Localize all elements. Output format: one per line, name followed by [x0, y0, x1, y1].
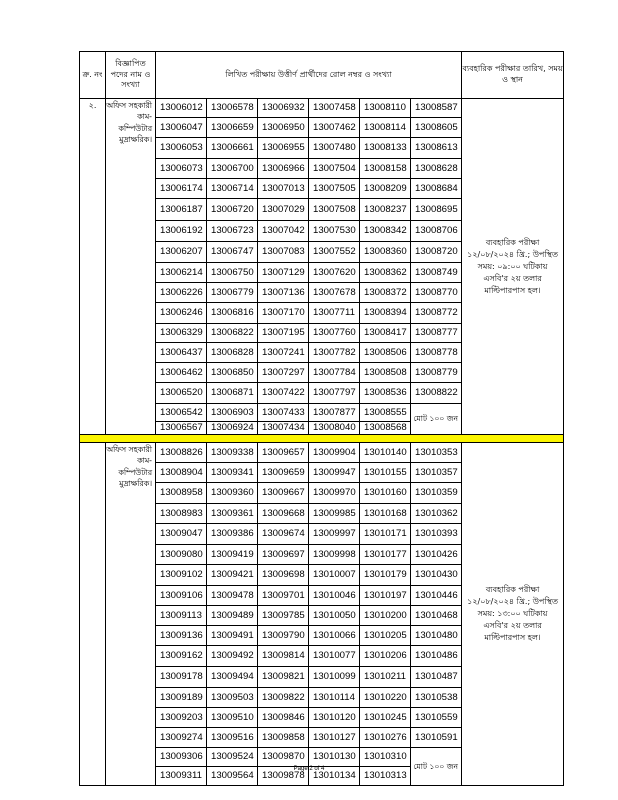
roll-number-cell: 13008360 [360, 242, 411, 263]
roll-number-cell: 13008628 [411, 159, 462, 179]
roll-number-cell: 13008362 [360, 263, 411, 283]
roll-number-cell: 13010245 [360, 708, 411, 728]
roll-number-cell: 13006750 [207, 263, 258, 283]
roll-number-cell: 13007170 [258, 303, 309, 324]
roll-number-cell: 13010177 [360, 545, 411, 565]
roll-number-cell: 13008605 [411, 118, 462, 138]
roll-number-cell: 13008536 [360, 383, 411, 404]
roll-number-cell: 13006903 [207, 404, 258, 422]
roll-number-cell: 13006578 [207, 99, 258, 118]
roll-number-cell: 13008110 [360, 99, 411, 118]
roll-number-cell: 13009985 [309, 504, 360, 524]
roll-number-cell: 13008695 [411, 199, 462, 221]
roll-number-cell: 13008904 [156, 463, 207, 483]
roll-number-cell: 13010134 [309, 767, 360, 786]
roll-number-cell: 13007434 [258, 422, 309, 435]
roll-number-cell: 13009489 [207, 606, 258, 626]
roll-number-cell: 13006047 [156, 118, 207, 138]
roll-number-cell: 13010353 [411, 443, 462, 463]
roll-number-cell: 13009361 [207, 504, 258, 524]
table-row [80, 99, 564, 118]
roll-number-cell: 13007877 [309, 404, 360, 422]
roll-number-cell: 13010066 [309, 626, 360, 646]
roll-number-cell: 13009494 [207, 667, 258, 688]
roll-number-cell: 13009162 [156, 646, 207, 667]
roll-number-cell: 13010046 [309, 586, 360, 606]
roll-number-cell: 13006822 [207, 324, 258, 343]
results-table [79, 51, 564, 786]
roll-number-cell: 13010179 [360, 565, 411, 586]
roll-number-cell: 13009814 [258, 646, 309, 667]
roll-number-cell: 13007029 [258, 199, 309, 221]
roll-number-cell: 13010007 [309, 565, 360, 586]
roll-number-cell: 13006723 [207, 221, 258, 242]
roll-number-cell: 13009510 [207, 708, 258, 728]
roll-number-cell: 13009274 [156, 728, 207, 748]
roll-number-cell: 13008777 [411, 324, 462, 343]
roll-number-cell: 13008684 [411, 179, 462, 199]
roll-number-cell: 13010559 [411, 708, 462, 728]
header-post: বিজ্ঞাপিত পদের নাম ও সংখ্যা [106, 52, 156, 99]
roll-number-cell: 13010120 [309, 708, 360, 728]
roll-number-cell: 13007013 [258, 179, 309, 199]
roll-number-cell: 13006226 [156, 283, 207, 303]
section-separator [80, 435, 564, 443]
roll-number-cell: 13009360 [207, 483, 258, 504]
roll-number-cell: 13010077 [309, 646, 360, 667]
page-footer: Page 2 of 4 [293, 766, 325, 772]
roll-number-cell: 13009846 [258, 708, 309, 728]
roll-number-cell: 13007136 [258, 283, 309, 303]
roll-number-cell: 13009701 [258, 586, 309, 606]
roll-number-cell: 13009668 [258, 504, 309, 524]
roll-number-cell: 13010171 [360, 524, 411, 545]
roll-number-cell: 13006174 [156, 179, 207, 199]
roll-number-cell: 13009311 [156, 767, 207, 786]
roll-number-cell: 13009657 [258, 443, 309, 463]
roll-number-cell: 13010200 [360, 606, 411, 626]
roll-number-cell: 13009419 [207, 545, 258, 565]
roll-number-cell: 13008587 [411, 99, 462, 118]
roll-number-cell: 13008749 [411, 263, 462, 283]
roll-number-cell: 13006187 [156, 199, 207, 221]
roll-number-cell: 13009386 [207, 524, 258, 545]
roll-number-cell: 13010205 [360, 626, 411, 646]
roll-number-cell: 13006661 [207, 138, 258, 159]
roll-number-cell: 13007083 [258, 242, 309, 263]
roll-number-cell: 13009858 [258, 728, 309, 748]
roll-number-cell: 13006329 [156, 324, 207, 343]
roll-number-cell: 13007195 [258, 324, 309, 343]
roll-number-cell: 13009516 [207, 728, 258, 748]
roll-number-cell: 13008958 [156, 483, 207, 504]
roll-number-cell: 13009421 [207, 565, 258, 586]
roll-number-cell: 13006012 [156, 99, 207, 118]
header-rolls: লিখিত পরীক্ষায় উত্তীর্ণ প্রার্থীদের রোল নম্বর ও সংখ্যা [156, 52, 462, 99]
roll-number-cell: 13006779 [207, 283, 258, 303]
roll-number-cell: 13010211 [360, 667, 411, 688]
roll-number-cell: 13008779 [411, 363, 462, 383]
roll-number-cell: 13010430 [411, 565, 462, 586]
roll-number-cell: 13010168 [360, 504, 411, 524]
roll-number-cell: 13007678 [309, 283, 360, 303]
roll-number-cell: 13008417 [360, 324, 411, 343]
roll-number-cell: 13007760 [309, 324, 360, 343]
roll-number-cell: 13009203 [156, 708, 207, 728]
roll-number-cell: 13006850 [207, 363, 258, 383]
roll-number-cell: 13007505 [309, 179, 360, 199]
roll-number-cell: 13006955 [258, 138, 309, 159]
roll-number-cell: 13010114 [309, 688, 360, 708]
roll-number-cell: 13007530 [309, 221, 360, 242]
roll-number-cell: 13006542 [156, 404, 207, 422]
roll-number-cell: 13010480 [411, 626, 462, 646]
roll-number-cell: 13006714 [207, 179, 258, 199]
roll-number-cell: 13010313 [360, 767, 411, 786]
roll-number-cell: 13006437 [156, 343, 207, 363]
roll-number-cell: 13007422 [258, 383, 309, 404]
roll-number-cell: 13010276 [360, 728, 411, 748]
roll-number-cell: 13007784 [309, 363, 360, 383]
roll-number-cell: 13009970 [309, 483, 360, 504]
roll-number-cell: 13007297 [258, 363, 309, 383]
roll-number-cell: 13008778 [411, 343, 462, 363]
roll-number-cell: 13010468 [411, 606, 462, 626]
roll-number-cell: 13009997 [309, 524, 360, 545]
roll-number-cell: 13006214 [156, 263, 207, 283]
roll-number-cell: 13008706 [411, 221, 462, 242]
roll-number-cell: 13008772 [411, 303, 462, 324]
roll-number-cell: 13009047 [156, 524, 207, 545]
post-name-cell: অফিস সহকারী কাম- কম্পিউটার মুদ্রাক্ষরিক। [106, 99, 156, 435]
roll-number-cell: 13008506 [360, 343, 411, 363]
roll-number-cell: 13008983 [156, 504, 207, 524]
roll-number-cell: 13007782 [309, 343, 360, 363]
roll-number-cell: 13010486 [411, 646, 462, 667]
roll-number-cell: 13010591 [411, 728, 462, 748]
roll-number-cell: 13008770 [411, 283, 462, 303]
roll-number-cell: 13009503 [207, 688, 258, 708]
roll-number-cell: 13006966 [258, 159, 309, 179]
roll-number-cell: 13007042 [258, 221, 309, 242]
roll-number-cell: 13008114 [360, 118, 411, 138]
separator-highlight [80, 435, 564, 443]
roll-number-cell: 13008158 [360, 159, 411, 179]
roll-number-cell: 13006462 [156, 363, 207, 383]
roll-number-cell: 13010310 [360, 748, 411, 767]
roll-number-cell: 13009106 [156, 586, 207, 606]
roll-number-cell: 13006567 [156, 422, 207, 435]
roll-number-cell: 13006520 [156, 383, 207, 404]
roll-number-cell: 13007241 [258, 343, 309, 363]
roll-number-cell: 13009698 [258, 565, 309, 586]
roll-number-cell: 13009998 [309, 545, 360, 565]
roll-number-cell: 13009697 [258, 545, 309, 565]
roll-number-cell: 13009878 [258, 767, 309, 786]
roll-number-cell: 13010155 [360, 463, 411, 483]
roll-number-cell: 13008555 [360, 404, 411, 422]
roll-number-cell: 13010197 [360, 586, 411, 606]
roll-number-cell: 13006192 [156, 221, 207, 242]
serial-cell: ২. [80, 99, 106, 435]
roll-number-cell: 13009306 [156, 748, 207, 767]
roll-number-cell: 13007504 [309, 159, 360, 179]
roll-number-cell: 13007620 [309, 263, 360, 283]
roll-number-cell: 13009790 [258, 626, 309, 646]
roll-number-cell: 13008342 [360, 221, 411, 242]
roll-number-cell: 13009492 [207, 646, 258, 667]
roll-number-cell: 13009822 [258, 688, 309, 708]
roll-number-cell: 13008237 [360, 199, 411, 221]
roll-number-cell: 13008040 [309, 422, 360, 435]
roll-number-cell: 13006246 [156, 303, 207, 324]
roll-number-cell: 13010426 [411, 545, 462, 565]
roll-number-cell: 13006950 [258, 118, 309, 138]
roll-number-cell: 13008613 [411, 138, 462, 159]
roll-number-cell: 13010127 [309, 728, 360, 748]
roll-number-cell: 13009136 [156, 626, 207, 646]
roll-number-cell: 13010050 [309, 606, 360, 626]
table-row [80, 443, 564, 463]
roll-number-cell: 13010099 [309, 667, 360, 688]
roll-number-cell: 13007129 [258, 263, 309, 283]
roll-number-cell: 13006747 [207, 242, 258, 263]
roll-number-cell: 13006924 [207, 422, 258, 435]
roll-number-cell: 13007462 [309, 118, 360, 138]
roll-number-cell: 13006700 [207, 159, 258, 179]
roll-number-cell: 13009821 [258, 667, 309, 688]
roll-number-cell: 13010220 [360, 688, 411, 708]
total-count: মোট ১০০ জন [411, 404, 462, 435]
roll-number-cell: 13008133 [360, 138, 411, 159]
header-serial: ক্র. নং [80, 52, 106, 99]
roll-number-cell: 13009113 [156, 606, 207, 626]
roll-number-cell: 13009674 [258, 524, 309, 545]
roll-number-cell: 13006871 [207, 383, 258, 404]
roll-number-cell: 13010362 [411, 504, 462, 524]
roll-number-cell: 13006207 [156, 242, 207, 263]
roll-number-cell: 13010206 [360, 646, 411, 667]
total-count: মোট ১০০ জন [411, 748, 462, 786]
roll-number-cell: 13008508 [360, 363, 411, 383]
roll-number-cell: 13008372 [360, 283, 411, 303]
roll-number-cell: 13009080 [156, 545, 207, 565]
roll-number-cell: 13009491 [207, 626, 258, 646]
roll-number-cell: 13009478 [207, 586, 258, 606]
roll-number-cell: 13010538 [411, 688, 462, 708]
post-name-cell: অফিস সহকারী কাম- কম্পিউটার মুদ্রাক্ষরিক। [106, 443, 156, 786]
roll-number-cell: 13007711 [309, 303, 360, 324]
roll-number-cell: 13009524 [207, 748, 258, 767]
roll-number-cell: 13009870 [258, 748, 309, 767]
roll-number-cell: 13006053 [156, 138, 207, 159]
schedule-cell: ব্যবহারিক পরীক্ষা ১২/০৮/২০২৪ খ্রি.; উপস্থিত সময়: ১৩:০০ ঘটিকায় এসবি'র ২য় তলার মাল্টিপারপাস হল। [462, 443, 564, 786]
schedule-cell: ব্যবহারিক পরীক্ষা ১২/০৮/২০২৪ খ্রি.; উপস্থিত সময়: ০৯:০০ ঘটিকায় এসবি'র ২য় তলার মাল্টিপারপাস হল। [462, 99, 564, 435]
roll-number-cell: 13009102 [156, 565, 207, 586]
roll-number-cell: 13009341 [207, 463, 258, 483]
roll-number-cell: 13009667 [258, 483, 309, 504]
roll-number-cell: 13006659 [207, 118, 258, 138]
roll-number-cell: 13009947 [309, 463, 360, 483]
roll-number-cell: 13008394 [360, 303, 411, 324]
roll-number-cell: 13007552 [309, 242, 360, 263]
roll-number-cell: 13006932 [258, 99, 309, 118]
roll-number-cell: 13007508 [309, 199, 360, 221]
serial-cell [80, 443, 106, 786]
roll-number-cell: 13009785 [258, 606, 309, 626]
roll-number-cell: 13008720 [411, 242, 462, 263]
roll-number-cell: 13007458 [309, 99, 360, 118]
roll-number-cell: 13010359 [411, 483, 462, 504]
roll-number-cell: 13009564 [207, 767, 258, 786]
roll-number-cell: 13006073 [156, 159, 207, 179]
roll-number-cell: 13010393 [411, 524, 462, 545]
roll-number-cell: 13008826 [156, 443, 207, 463]
roll-number-cell: 13009904 [309, 443, 360, 463]
header-schedule: ব্যবহারিক পরীক্ষার তারিখ, সময় ও স্থান [462, 52, 564, 99]
roll-number-cell: 13006816 [207, 303, 258, 324]
roll-number-cell: 13009659 [258, 463, 309, 483]
roll-number-cell: 13008209 [360, 179, 411, 199]
roll-number-cell: 13010357 [411, 463, 462, 483]
roll-number-cell: 13009189 [156, 688, 207, 708]
roll-number-cell: 13007480 [309, 138, 360, 159]
roll-number-cell: 13006720 [207, 199, 258, 221]
roll-number-cell: 13009338 [207, 443, 258, 463]
roll-number-cell: 13010487 [411, 667, 462, 688]
roll-number-cell: 13008822 [411, 383, 462, 404]
roll-number-cell: 13010130 [309, 748, 360, 767]
roll-number-cell: 13006828 [207, 343, 258, 363]
roll-number-cell: 13007433 [258, 404, 309, 422]
roll-number-cell: 13010160 [360, 483, 411, 504]
roll-number-cell: 13007797 [309, 383, 360, 404]
roll-number-cell: 13009178 [156, 667, 207, 688]
roll-number-cell: 13010140 [360, 443, 411, 463]
roll-number-cell: 13008568 [360, 422, 411, 435]
roll-number-cell: 13010446 [411, 586, 462, 606]
